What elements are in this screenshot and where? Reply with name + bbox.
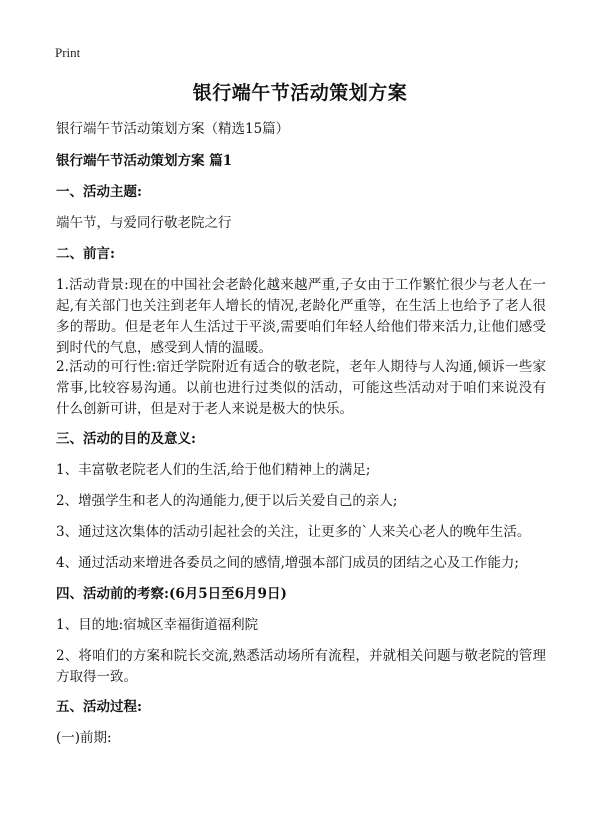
print-link[interactable]: Print: [55, 45, 81, 60]
theme-text: 端午节，与爱同行敬老院之行: [56, 215, 232, 231]
heading-purpose: 三、活动的目的及意义:: [56, 431, 196, 447]
preface-paragraph-1: 1.活动背景:现在的中国社会老龄化越来越严重,子女由于工作繁忙很少与老人在一起,有关部门也关注到老年人增长的情况,老龄化严重等，在生活上也给予了老人很多的帮助。但是老年人生活过于平淡,需要咱们年轻人给他们带来活力,让他们感受到时代的气息，感受到人情的温暖。: [56, 277, 546, 356]
purpose-item-3: 3、通过这次集体的活动引起社会的关注，让更多的`人来关心老人的晚年生活。: [56, 524, 531, 540]
document-title: 银行端午节活动策划方案: [192, 82, 408, 104]
purpose-item-1: 1、丰富敬老院老人们的生活,给于他们精神上的满足;: [56, 462, 371, 478]
preface-paragraph-2: 2.活动的可行性:宿迁学院附近有适合的敬老院，老年人期待与人沟通,倾诉一些家常事,比较容易沟通。以前也进行过类似的活动，可能这些活动对于咱们来说没有什么创新可讲，但是对于老人来说是极大的快乐。: [56, 359, 546, 417]
document-subtitle: 银行端午节活动策划方案（精选15篇）: [56, 121, 290, 137]
purpose-item-2: 2、增强学生和老人的沟通能力,便于以后关爱自己的亲人;: [56, 493, 398, 509]
section-title: 银行端午节活动策划方案 篇1: [56, 153, 233, 169]
process-item-1: (一)前期:: [56, 730, 112, 746]
purpose-item-4: 4、通过活动来增进各委员之间的感情,增强本部门成员的团结之心及工作能力;: [56, 555, 519, 571]
heading-theme: 一、活动主题:: [56, 184, 142, 200]
heading-process: 五、活动过程:: [56, 699, 142, 715]
survey-item-1: 1、目的地:宿城区幸福街道福利院: [56, 617, 259, 633]
heading-preface: 二、前言:: [56, 246, 115, 262]
heading-survey: 四、活动前的考察:(6月5日至6月9日): [56, 586, 287, 602]
survey-item-2: 2、将咱们的方案和院长交流,熟悉活动场所有流程，并就相关问题与敬老院的管理方取得一致。: [56, 648, 546, 685]
